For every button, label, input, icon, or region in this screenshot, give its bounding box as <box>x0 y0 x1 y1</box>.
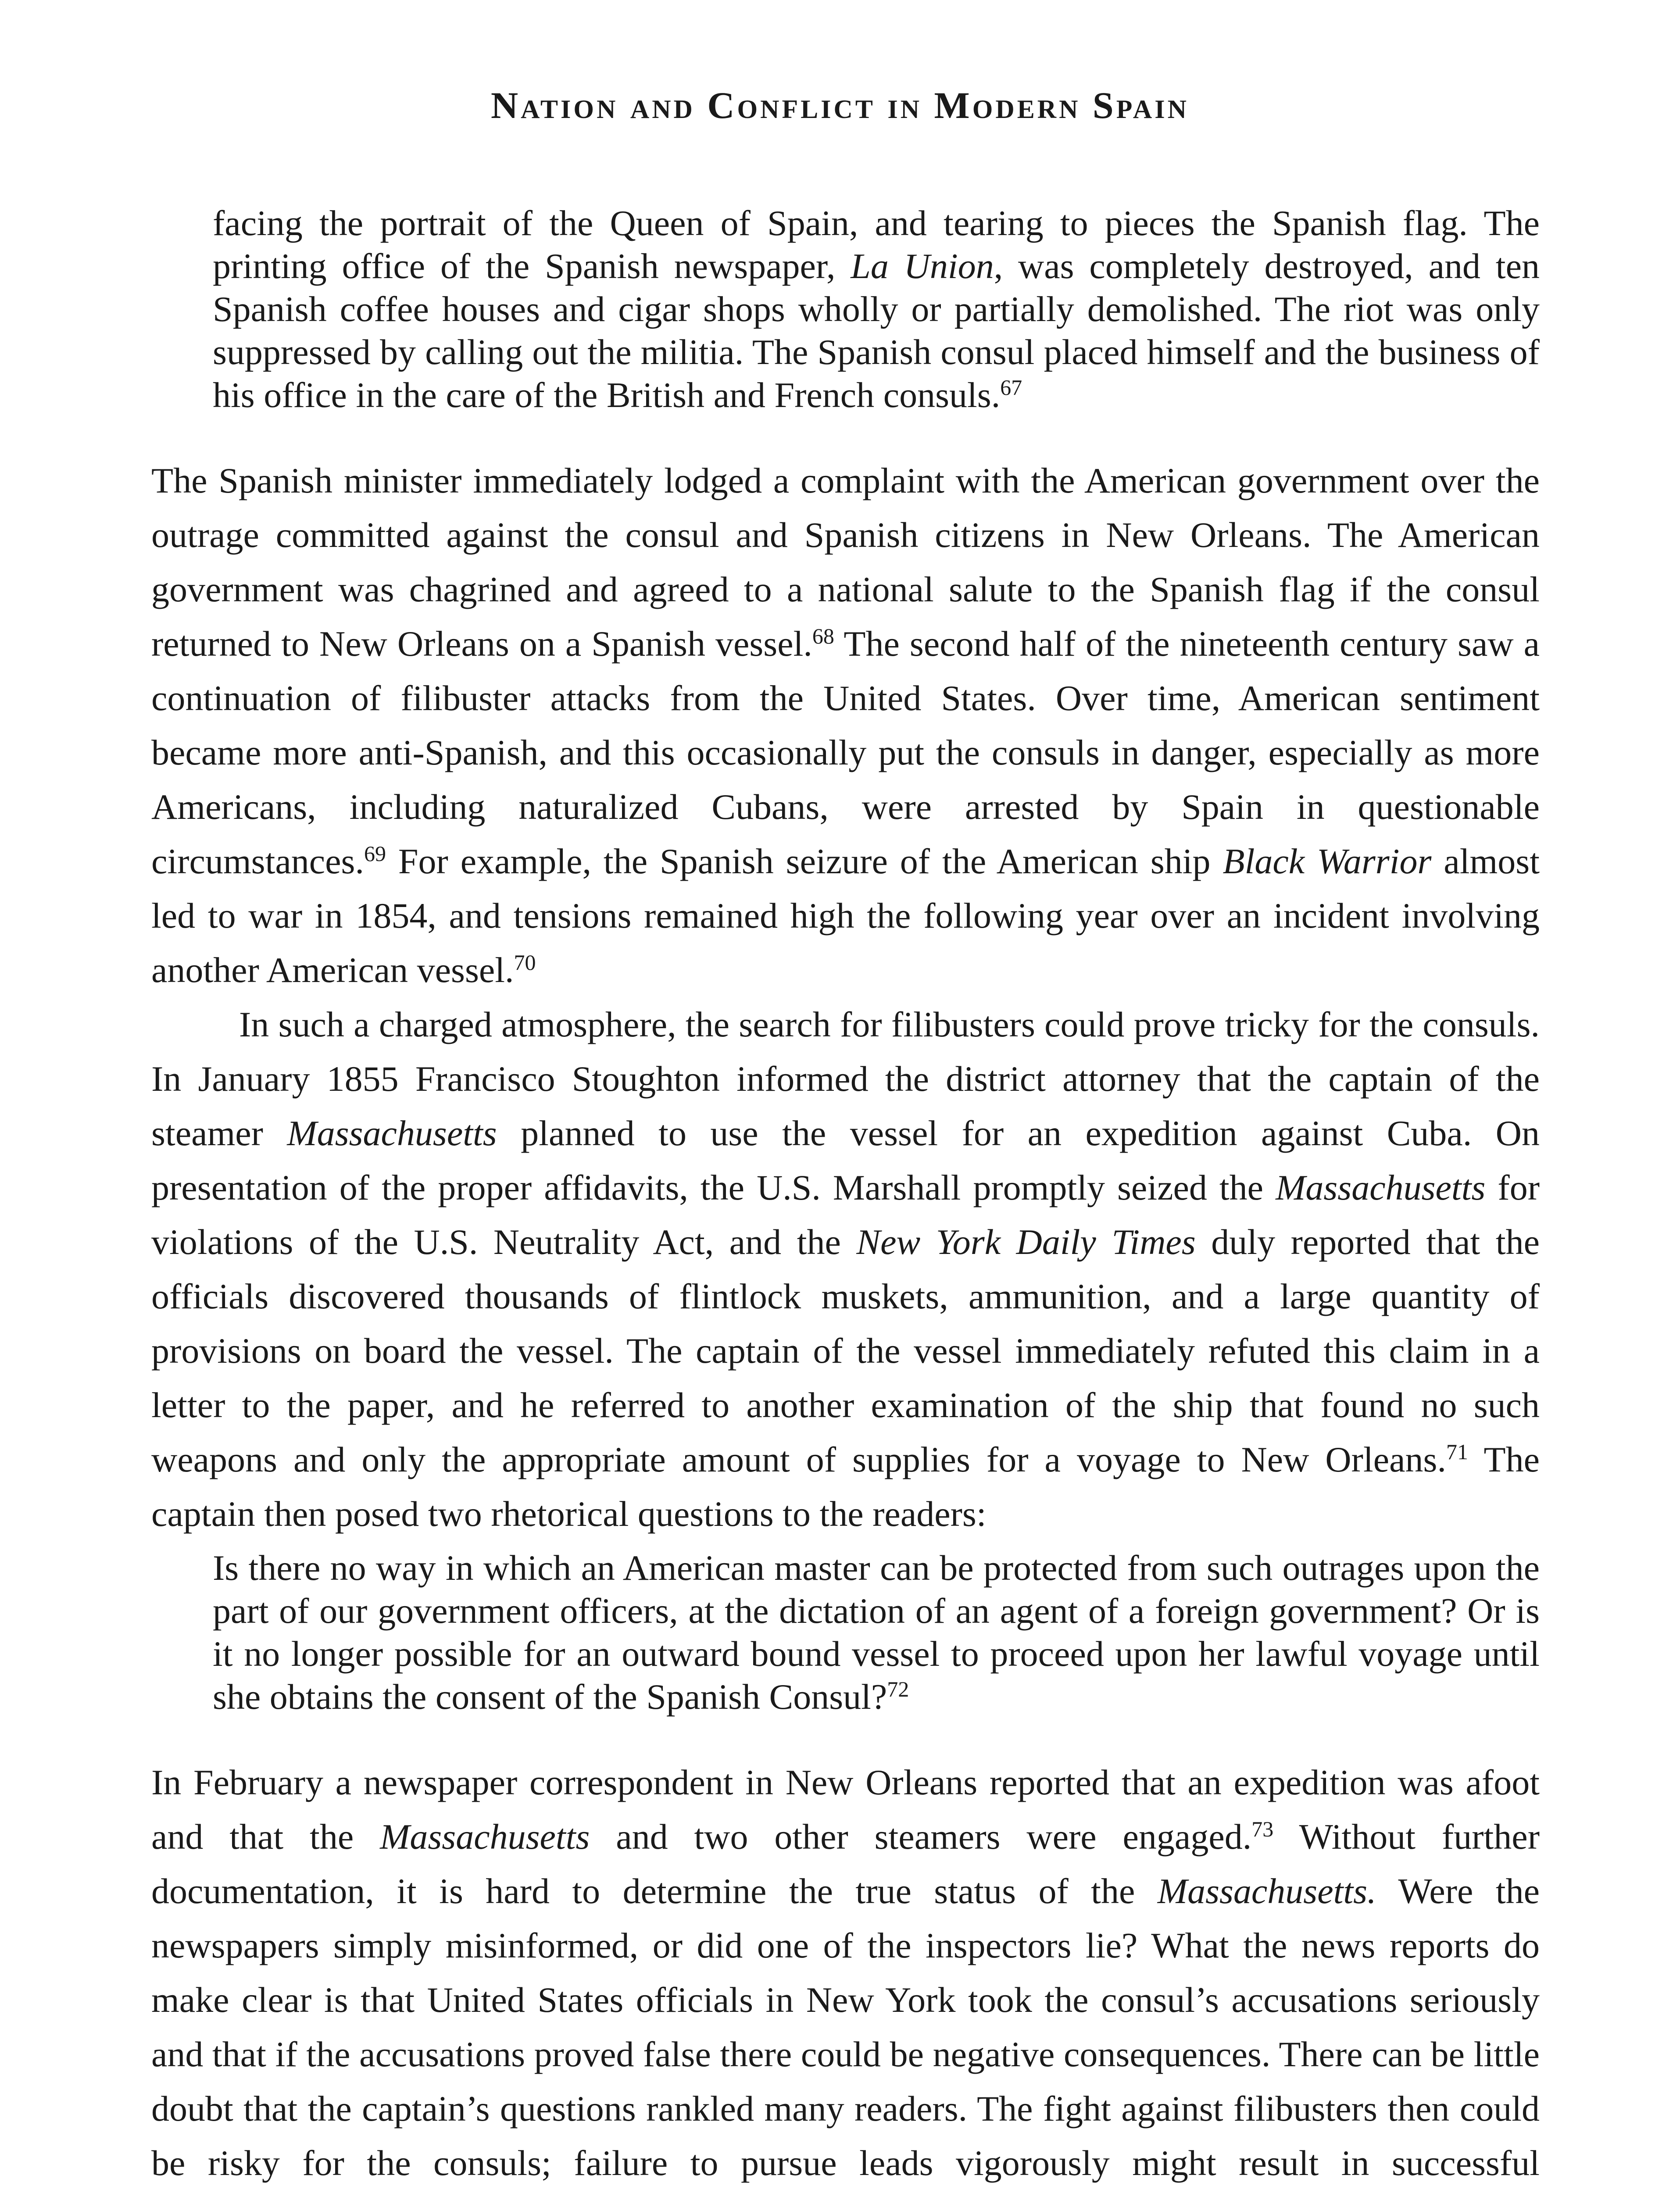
para-1-text-3: For example, the Spanish seizure of the American ship <box>386 841 1223 881</box>
paragraph-february-correspondent <box>151 1755 1540 2193</box>
block-quote-riot <box>213 202 1540 417</box>
para-2-italic-massachusetts-1: Massachusetts <box>287 1113 497 1153</box>
para-1-text-4: almost led to war in 1854, and tensions remained high the following year over an incident involving another American vessel. <box>151 841 1540 990</box>
quote-1-text-2: , was completely destroyed, and ten Spanish coffee houses and cigar shops wholly or partially demolished. The riot was only suppressed by calling out the militia. The Spanish consul placed himself and the business of his office in the care of the British and French consuls. <box>213 246 1540 415</box>
para-2-italic-massachusetts-2: Massachusetts <box>1276 1168 1486 1207</box>
paragraph-charged-atmosphere <box>151 997 1540 1541</box>
footnote-ref-72: 72 <box>887 1677 909 1701</box>
para-3-text-2: and two other steamers were engaged. <box>590 1817 1252 1857</box>
para-2-text-5: The captain then posed two rhetorical questions to the readers: <box>151 1439 1540 1534</box>
para-2-text-1: In such a charged atmosphere, the search for filibusters could prove tricky for the consuls. In January 1855 Francisco Stoughton informed the district attorney that the captain of the steamer <box>151 1004 1540 1153</box>
footnote-ref-73: 73 <box>1251 1817 1274 1841</box>
footnote-ref-68: 68 <box>812 624 834 648</box>
quote-2-text-1: Is there no way in which an American master can be protected from such outrages upon the part of our government officers, at the dictation of an agent of a foreign government? Or is it no longer possible for an outward bound vessel to proceed upon her lawful voyage until she obtains the consent of the Spanish Consul? <box>213 1548 1540 1717</box>
para-2-text-3: for violations of the U.S. Neutrality Act, and the <box>151 1168 1540 1262</box>
para-3-text-4: Were the newspapers simply misinformed, or did one of the inspectors lie? What the news reports do make clear is that United States officials in New York took the consul’s accusations seriously and that if the accusations proved false there could be negative consequences. There can be little doubt that the captain’s questions rankled many readers. The fight against filibusters then could be risky for the consuls; failure to pursue leads vigorously might result in successful <box>151 1871 1540 2183</box>
quote-1-italic-la-union: La Union <box>851 246 994 286</box>
footnote-ref-70: 70 <box>514 950 536 975</box>
para-3-text-1: In February a newspaper correspondent in New Orleans reported that an expedition was afoot and that the <box>151 1762 1540 1857</box>
para-3-text-3: Without further documentation, it is hard to determine the true status of the <box>151 1817 1540 1911</box>
para-2-italic-ny-daily-times: New York Daily Times <box>856 1222 1196 1262</box>
para-1-italic-black-warrior: Black Warrior <box>1222 841 1432 881</box>
para-3-italic-massachusetts-2: Massachusetts. <box>1157 1871 1376 1911</box>
block-quote-captain <box>213 1547 1540 1718</box>
footnote-ref-71: 71 <box>1446 1439 1468 1464</box>
para-1-text-1: The Spanish minister immediately lodged a complaint with the American government over the outrage committed against the consul and Spanish citizens in New Orleans. The American government was chagrined and agreed to a national salute to the Spanish flag if the consul returned to New Orleans on a Spanish vessel. <box>151 461 1540 664</box>
footnote-ref-69: 69 <box>364 841 386 866</box>
running-head: Nation and Conflict in Modern Spain <box>491 84 1189 126</box>
paragraph-spanish-minister <box>151 454 1540 997</box>
para-2-text-2: planned to use the vessel for an expedition against Cuba. On presentation of the proper affidavits, the U.S. Marshall promptly seized the <box>151 1113 1540 1207</box>
quote-1-text-1: facing the portrait of the Queen of Spain, and tearing to pieces the Spanish flag. The printing office of the Spanish newspaper, <box>213 203 1540 286</box>
para-2-text-4: duly reported that the officials discovered thousands of flintlock muskets, ammunition, and a large quantity of provisions on board the vessel. The captain of the vessel immediately refuted this claim in a letter to the paper, and he referred to another examination of the ship that found no such weapons and only the appropriate amount of supplies for a voyage to New Orleans. <box>151 1222 1540 1479</box>
para-3-italic-massachusetts-1: Massachusetts <box>380 1817 590 1857</box>
para-1-text-2: The second half of the nineteenth century saw a continuation of filibuster attacks from the United States. Over time, American sentiment became more anti-Spanish, and this occasionally put the consuls in danger, especially as more Americans, including naturalized Cubans, were arrested by Spain in questionable circumstances. <box>151 624 1540 881</box>
footnote-ref-67: 67 <box>1000 375 1022 400</box>
body-text <box>151 202 1540 2193</box>
